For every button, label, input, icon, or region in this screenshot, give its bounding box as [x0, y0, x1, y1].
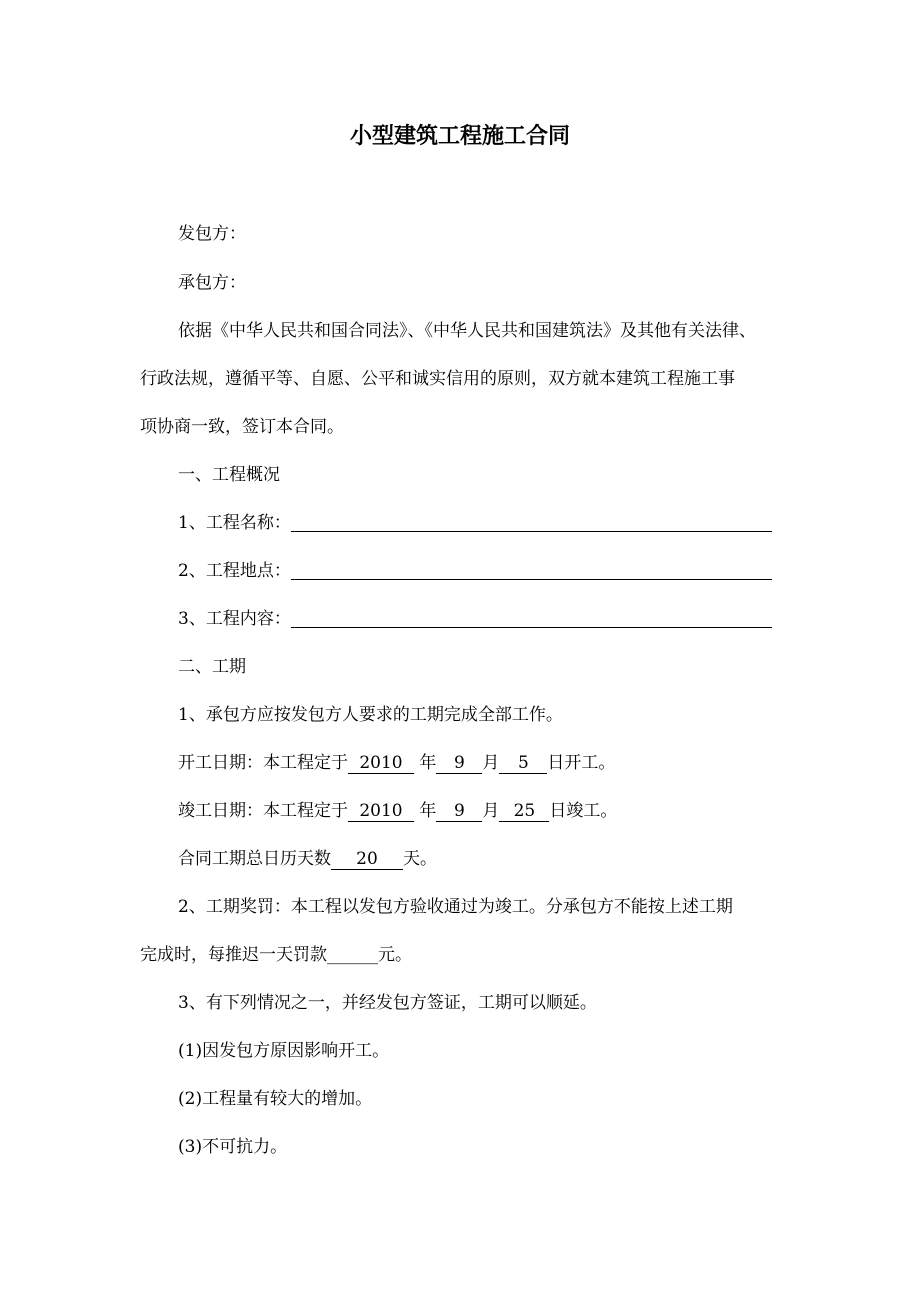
total-days-value: 20	[331, 849, 403, 870]
start-month: 9	[436, 753, 482, 774]
section1-heading: 一、工程概况	[178, 465, 280, 485]
finish-month-suffix: 月	[482, 801, 500, 821]
penalty-suffix: 元。	[378, 945, 412, 965]
finish-day-suffix: 日竣工。	[549, 801, 618, 821]
preamble-line-1: 依据《中华人民共和国合同法》、《中华人民共和国建筑法》及其他有关法律、	[178, 321, 756, 341]
start-year-suffix: 年	[419, 753, 437, 773]
project-name-blank	[291, 513, 772, 532]
party-a-label: 发包方：	[178, 224, 246, 244]
start-day: 5	[499, 753, 547, 774]
project-location-row	[178, 559, 772, 583]
case-item-1: (1)因发包方原因影响开工。	[178, 1041, 390, 1061]
start-date-row	[178, 751, 615, 775]
penalty-amount-blank: ______	[327, 945, 378, 965]
finish-date-row	[178, 799, 617, 823]
project-content-label: 3、工程内容：	[178, 609, 291, 629]
case-item-2: (2)工程量有较大的增加。	[178, 1089, 373, 1109]
finish-month: 9	[436, 801, 482, 822]
project-content-blank	[291, 609, 772, 628]
page-title: 小型建筑工程施工合同	[349, 123, 570, 149]
preamble-line-3: 项协商一致，签订本合同。	[140, 417, 344, 437]
start-day-suffix: 日开工。	[547, 753, 616, 773]
party-b-label: 承包方：	[178, 273, 246, 293]
project-name-row	[178, 511, 772, 535]
start-year: 2010	[348, 753, 414, 774]
finish-day: 25	[499, 801, 549, 822]
penalty-line-2	[140, 943, 412, 967]
section2-heading: 二、工期	[178, 657, 246, 677]
project-content-row	[178, 607, 772, 631]
schedule-item-3: 3、有下列情况之一，并经发包方签证，工期可以顺延。	[178, 993, 597, 1013]
total-days-row	[178, 847, 437, 871]
finish-year-suffix: 年	[419, 801, 437, 821]
project-location-label: 2、工程地点：	[178, 561, 291, 581]
schedule-item-1: 1、承包方应按发包方人要求的工期完成全部工作。	[178, 705, 563, 725]
project-location-blank	[291, 561, 772, 580]
start-date-prefix: 开工日期：本工程定于	[178, 753, 348, 773]
penalty-prefix: 完成时，每推迟一天罚款	[140, 945, 327, 965]
total-days-prefix: 合同工期总日历天数	[178, 849, 331, 869]
preamble-line-2: 行政法规，遵循平等、自愿、公平和诚实信用的原则，双方就本建筑工程施工事	[140, 369, 735, 389]
start-month-suffix: 月	[482, 753, 500, 773]
finish-date-prefix: 竣工日期：本工程定于	[178, 801, 348, 821]
penalty-line-1: 2、工期奖罚：本工程以发包方验收通过为竣工。分承包方不能按上述工期	[178, 897, 733, 917]
finish-year: 2010	[348, 801, 414, 822]
project-name-label: 1、工程名称：	[178, 513, 291, 533]
total-days-suffix: 天。	[403, 849, 437, 869]
case-item-3: (3)不可抗力。	[178, 1137, 288, 1157]
